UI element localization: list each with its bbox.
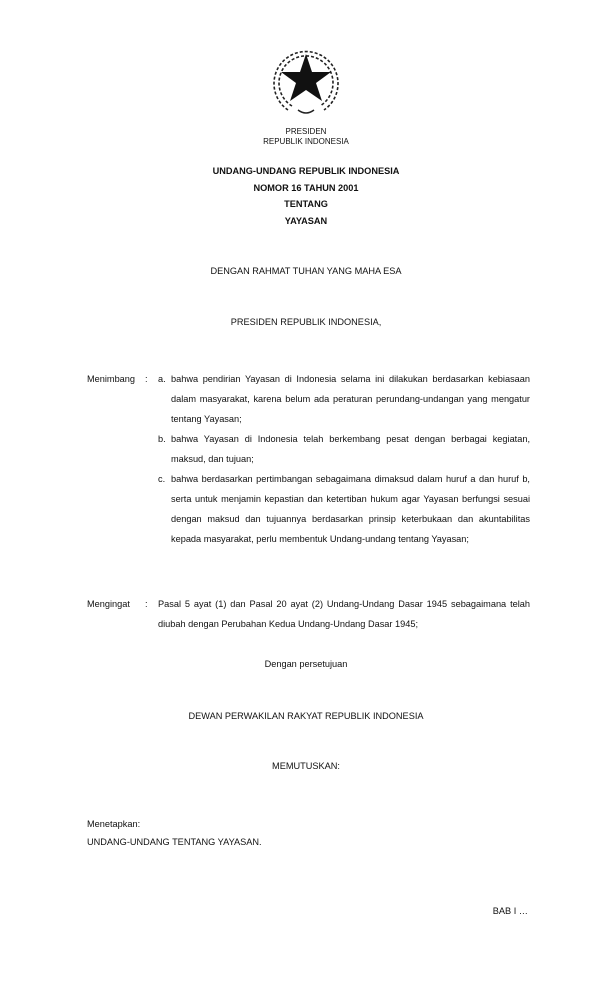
title-line: YAYASAN (284, 216, 328, 226)
title-line: UNDANG-UNDANG REPUBLIK INDONESIA (212, 166, 400, 176)
preamble: DENGAN RAHMAT TUHAN YANG MAHA ESA (210, 266, 402, 276)
page-continuation: BAB I … (492, 906, 528, 916)
item-text: bahwa berdasarkan pertimbangan sebagaimana dimaksud dalam huruf a dan huruf b, serta untuk menjamin kepastian dan ketertiban hukum agar Yayasan berfungsi sesuai dengan maksud dan tujuannya berdasarkan prinsip keterbukaan dan akuntabilitas kepada masyarakat, perlu membentuk Undang-undang tentang Yayasan; (171, 474, 530, 544)
item-text: bahwa Yayasan di Indonesia telah berkembang pesat dengan berbagai kegiatan, maksud, dan tujuan; (171, 434, 530, 464)
item-letter: a. (158, 374, 166, 384)
item-letter: c. (158, 474, 166, 484)
menetapkan-text: UNDANG-UNDANG TENTANG YAYASAN. (87, 837, 262, 847)
colon: : (145, 374, 148, 384)
menetapkan-label: Menetapkan: (87, 819, 141, 829)
menimbang-label: Menimbang (87, 374, 136, 384)
garuda-emblem-icon (268, 40, 344, 118)
colon: : (145, 599, 148, 609)
memutuskan: MEMUTUSKAN: (272, 761, 340, 771)
persetujuan: Dengan persetujuan (264, 659, 348, 669)
mengingat-label: Mengingat (87, 599, 130, 609)
item-letter: b. (158, 434, 166, 444)
title-line: NOMOR 16 TAHUN 2001 (253, 183, 359, 193)
mengingat-text: Pasal 5 ayat (1) dan Pasal 20 ayat (2) Undang-Undang Dasar 1945 sebagaimana telah diubah dengan Perubahan Kedua Undang-Undang Dasar 1945; (158, 599, 530, 629)
title-line: TENTANG (284, 199, 328, 209)
dpr: DEWAN PERWAKILAN RAKYAT REPUBLIK INDONESIA (188, 711, 424, 721)
header-line2: REPUBLIK INDONESIA (263, 137, 349, 146)
item-text: bahwa pendirian Yayasan di Indonesia selama ini dilakukan berdasarkan kebiasaan dalam masyarakat, karena belum ada peraturan perundang-undangan yang mengatur tentang Yayasan; (171, 374, 530, 424)
header-line1: PRESIDEN (285, 127, 327, 136)
president-heading: PRESIDEN REPUBLIK INDONESIA, (230, 317, 382, 327)
